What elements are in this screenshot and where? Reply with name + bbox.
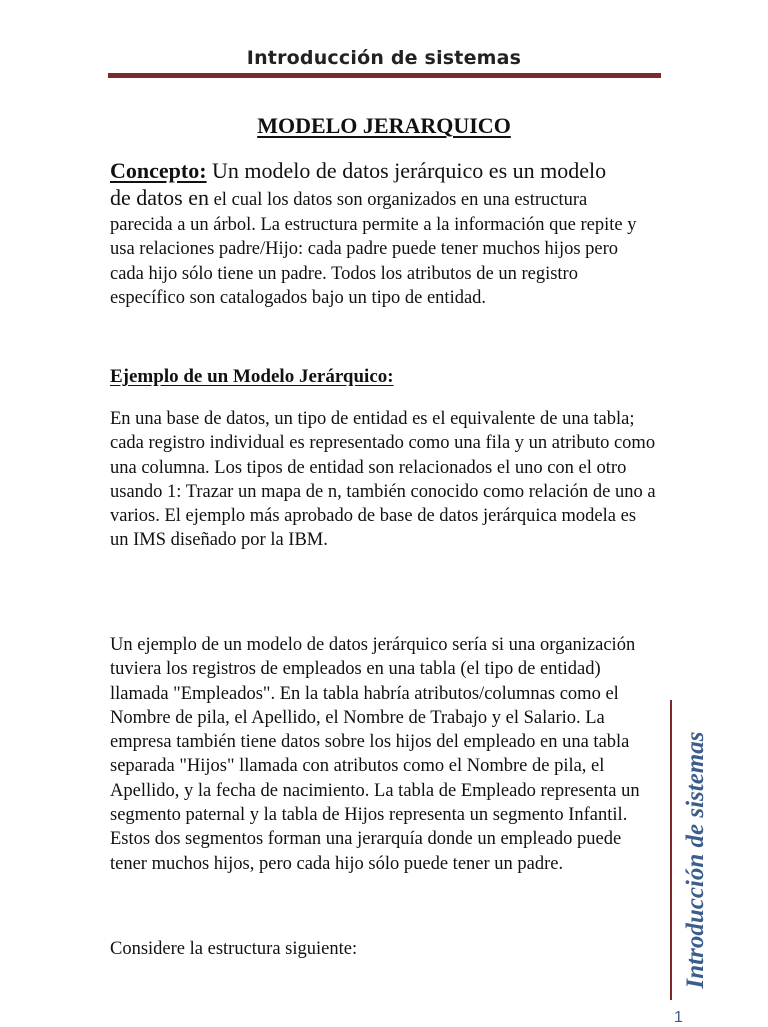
concept-line1-text: Un modelo de datos jerárquico es un modelo xyxy=(206,158,607,183)
document-title: MODELO JERARQUICO xyxy=(257,113,511,138)
concept-line2-large: de datos en xyxy=(110,185,209,210)
concept-line2-small: el cual los datos son organizados en una estructura xyxy=(208,190,588,210)
concept-label: Concepto: xyxy=(110,158,207,183)
concept-paragraph: parecida a un árbol. La estructura permite a la información que repite y usa relaciones padre/Hijo: cada padre puede tener muchos hijos pero cada hijo sólo tiene un padre. Todos los atributos de un registro específico son catalogados bajo un tipo de entidad. xyxy=(110,215,637,308)
example-heading: Ejemplo de un Modelo Jerárquico: xyxy=(110,366,394,387)
sidebar-vertical-title: Introducción de sistemas xyxy=(682,731,709,989)
concept-first-line xyxy=(110,157,655,185)
paragraph-employee-example: Un ejemplo de un modelo de datos jerárquico sería si una organización tuviera los registros de empleados en una tabla (el tipo de entidad) llamada "Empleados". En la tabla habría atributos/columnas como el Nombre de pila, el Apellido, el Nombre de Trabajo y el Salario. La empresa también tiene datos sobre los hijos del empleado en una tabla separada "Hijos" llamada con atributos como el Nombre de pila, el Apellido, y la fecha de nacimiento. La tabla de Empleado representa un segmento paternal y la tabla de Hijos representa un segmento Infantil. Estos dos segmentos forman una jerarquía donde un empleado puede tener muchos hijos, pero cada hijo sólo puede tener un padre. xyxy=(110,635,640,874)
header-divider xyxy=(108,73,661,78)
paragraph-entity-types: En una base de datos, un tipo de entidad es el equivalente de una tabla; cada registro individual es representado como una fila y un atributo como una columna. Los tipos de entidad son relacionados el uno con el otro usando 1: Trazar un mapa de n, también conocido como relación de uno a varios. El ejemplo más aprobado de base de datos jerárquica modela es un IMS diseñado por la IBM. xyxy=(110,409,656,551)
concept-section xyxy=(110,157,655,310)
paragraph-consider-structure: Considere la estructura siguiente: xyxy=(110,939,358,959)
concept-second-line xyxy=(110,185,655,213)
page-number: 1 xyxy=(674,1009,683,1026)
header-title: Introducción de sistemas xyxy=(246,47,522,69)
sidebar-divider xyxy=(670,700,672,1000)
